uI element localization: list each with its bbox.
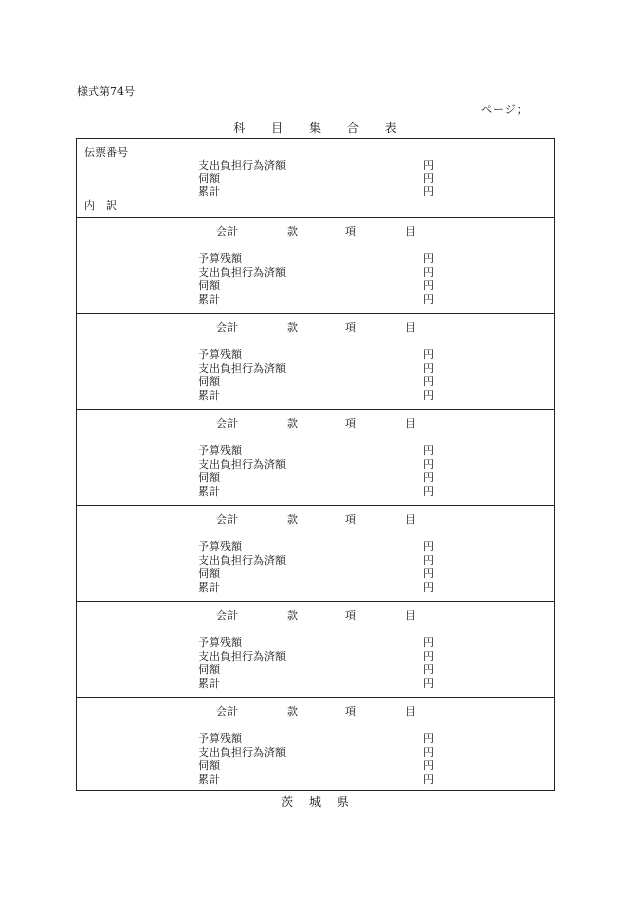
yen-unit: 円: [423, 279, 434, 292]
section-line-label: 支出負担行為済額: [198, 649, 286, 663]
sub-item-header: 項: [345, 513, 356, 526]
title-char: 目: [271, 121, 284, 135]
yen-unit: 円: [423, 580, 434, 594]
account-header: 会計: [216, 417, 238, 430]
section-line-label: 伺額: [198, 279, 220, 292]
yen-unit: 円: [423, 759, 434, 772]
yen-unit: 円: [423, 567, 434, 580]
yen-unit: 円: [423, 292, 434, 306]
form-number: 様式第74号: [77, 85, 135, 98]
section-divider: [77, 601, 554, 602]
section-line-label: 予算残額: [198, 636, 242, 649]
yen-unit: 円: [423, 745, 434, 759]
section-line-label: 伺額: [198, 471, 220, 484]
yen-unit: 円: [423, 636, 434, 649]
item-header: 款: [287, 417, 298, 430]
sub-item-header: 項: [345, 417, 356, 430]
footer-char: 県: [336, 795, 349, 809]
section-line-label: 累計: [198, 388, 220, 402]
page-label: ページ；: [481, 103, 529, 116]
section-line-label: 支出負担行為済額: [198, 745, 286, 759]
yen-unit: 円: [423, 676, 434, 690]
yen-unit: 円: [423, 457, 434, 471]
document-title: [0, 122, 630, 136]
section-line-label: 伺額: [198, 567, 220, 580]
yen-unit: 円: [423, 471, 434, 484]
yen-unit: 円: [423, 159, 434, 172]
section-line-label: 累計: [198, 772, 220, 786]
title-char: 表: [384, 121, 397, 135]
sub-item-header: 項: [345, 321, 356, 334]
yen-unit: 円: [423, 375, 434, 388]
title-char: 科: [233, 121, 246, 135]
section-divider: [77, 505, 554, 506]
yen-unit: 円: [423, 540, 434, 553]
detail-header: 目: [405, 705, 416, 718]
voucher-number-label: 伝票番号: [84, 146, 128, 159]
section-line-label: 伺額: [198, 375, 220, 388]
section-divider: [77, 409, 554, 410]
item-header: 款: [287, 609, 298, 622]
section-line-label: 伺額: [198, 759, 220, 772]
account-header: 会計: [216, 225, 238, 238]
section-line-label: 支出負担行為済額: [198, 265, 286, 279]
account-header: 会計: [216, 609, 238, 622]
section-line-label: 予算残額: [198, 444, 242, 457]
title-char: 合: [346, 121, 359, 135]
yen-unit: 円: [423, 732, 434, 745]
yen-unit: 円: [423, 772, 434, 786]
summary-line-label: 支出負担行為済額: [198, 159, 286, 172]
item-header: 款: [287, 225, 298, 238]
account-header: 会計: [216, 705, 238, 718]
detail-header: 目: [405, 225, 416, 238]
yen-unit: 円: [423, 361, 434, 375]
section-line-label: 予算残額: [198, 348, 242, 361]
detail-header: 目: [405, 417, 416, 430]
account-header: 会計: [216, 513, 238, 526]
section-line-label: 支出負担行為済額: [198, 457, 286, 471]
yen-unit: 円: [423, 388, 434, 402]
item-header: 款: [287, 321, 298, 334]
detail-header: 目: [405, 321, 416, 334]
section-line-label: 支出負担行為済額: [198, 553, 286, 567]
summary-line-label: 累計: [198, 185, 220, 198]
footer-prefecture: [0, 796, 630, 810]
section-line-label: 累計: [198, 292, 220, 306]
footer-char: 茨: [281, 795, 294, 809]
item-header: 款: [287, 705, 298, 718]
sub-item-header: 項: [345, 609, 356, 622]
summary-table: [76, 138, 555, 791]
yen-unit: 円: [423, 252, 434, 265]
yen-unit: 円: [423, 348, 434, 361]
yen-unit: 円: [423, 484, 434, 498]
section-line-label: 累計: [198, 580, 220, 594]
yen-unit: 円: [423, 265, 434, 279]
breakdown-label: 内 訳: [84, 199, 117, 212]
section-line-label: 伺額: [198, 663, 220, 676]
yen-unit: 円: [423, 185, 434, 198]
yen-unit: 円: [423, 444, 434, 457]
section-line-label: 累計: [198, 484, 220, 498]
footer-char: 城: [308, 795, 321, 809]
sub-item-header: 項: [345, 225, 356, 238]
section-line-label: 予算残額: [198, 252, 242, 265]
section-line-label: 支出負担行為済額: [198, 361, 286, 375]
yen-unit: 円: [423, 663, 434, 676]
summary-line-label: 伺額: [198, 172, 220, 185]
sub-item-header: 項: [345, 705, 356, 718]
section-line-label: 予算残額: [198, 540, 242, 553]
title-char: 集: [308, 121, 321, 135]
section-divider: [77, 313, 554, 314]
yen-unit: 円: [423, 172, 434, 185]
yen-unit: 円: [423, 553, 434, 567]
account-header: 会計: [216, 321, 238, 334]
section-divider: [77, 697, 554, 698]
item-header: 款: [287, 513, 298, 526]
detail-header: 目: [405, 513, 416, 526]
section-divider: [77, 217, 554, 218]
section-line-label: 累計: [198, 676, 220, 690]
section-line-label: 予算残額: [198, 732, 242, 745]
detail-header: 目: [405, 609, 416, 622]
yen-unit: 円: [423, 649, 434, 663]
